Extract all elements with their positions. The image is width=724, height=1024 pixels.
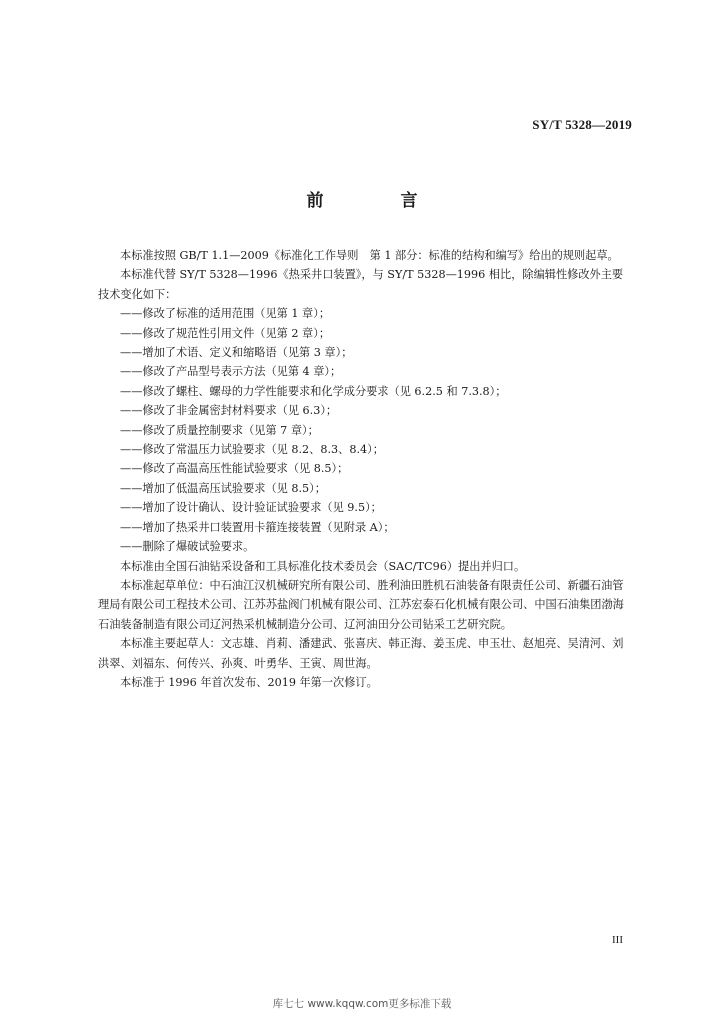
page-number: III [612, 934, 623, 946]
list-item: ——增加了热采井口装置用卡箍连接装置（见附录 A）； [120, 520, 395, 534]
list-item: ——修改了标准的适用范围（见第 1 章）； [120, 307, 331, 321]
list-item: ——修改了产品型号表示方法（见第 4 章）； [120, 365, 342, 379]
footer-watermark[interactable]: 库七七 www.kqqw.com更多标准下载 [272, 998, 452, 1010]
list-item: ——增加了设计确认、设计验证试验要求（见 9.5）； [120, 501, 382, 515]
paragraph-history: 本标准于 1996 年首次发布、2019 年第一次修订。 [120, 675, 378, 689]
list-item: ——修改了质量控制要求（见第 7 章）； [120, 423, 319, 437]
document-body [98, 246, 632, 692]
paragraph-drafting-units: 本标准起草单位：中石油江汉机械研究所有限公司、胜利油田胜机石油装备有限责任公司、新疆石油管理局有限公司工程技术公司、江苏苏盐阀门机械有限公司、江苏宏泰石化机械有限公司、中国石油集团渤海石油装备制造有限公司辽河热采机械制造分公司、辽河油田分公司钻采工艺研究院。 [98, 578, 624, 631]
list-item: ——删除了爆破试验要求。 [120, 540, 255, 554]
list-item: ——修改了规范性引用文件（见第 2 章）； [120, 326, 331, 340]
list-item: ——增加了低温高压试验要求（见 8.5）； [120, 481, 326, 495]
page-title: 前 言 [306, 191, 448, 211]
paragraph-drafting-rules: 本标准按照 GB/T 1.1—2009《标准化工作导则 第 1 部分：标准的结构和编写》给出的规则起草。 [120, 249, 619, 262]
standard-code: SY/T 5328—2019 [532, 117, 632, 132]
list-item: ——增加了术语、定义和缩略语（见第 3 章）； [120, 346, 353, 360]
paragraph-replacement: 本标准代替 SY/T 5328—1996《热采井口装置》，与 SY/T 5328—1996 相比，除编辑性修改外主要技术变化如下： [98, 268, 624, 301]
list-item: ——修改了高温高压性能试验要求（见 8.5）； [120, 462, 349, 476]
change-list [98, 304, 632, 556]
paragraph-proposer: 本标准由全国石油钻采设备和工具标准化技术委员会（SAC/TC96）提出并归口。 [120, 559, 526, 573]
list-item: ——修改了非金属密封材料要求（见 6.3）； [120, 404, 338, 418]
paragraph-drafters: 本标准主要起草人：文志雄、肖莉、潘建武、张喜庆、韩正海、姜玉虎、申玉壮、赵旭亮、吴清河、刘洪翠、刘福东、何传兴、孙爽、叶勇华、王寅、周世海。 [98, 637, 624, 670]
list-item: ——修改了常温压力试验要求（见 8.2、8.3、8.4）； [120, 443, 384, 457]
list-item: ——修改了螺柱、螺母的力学性能要求和化学成分要求（见 6.2.5 和 7.3.8）； [120, 384, 507, 398]
